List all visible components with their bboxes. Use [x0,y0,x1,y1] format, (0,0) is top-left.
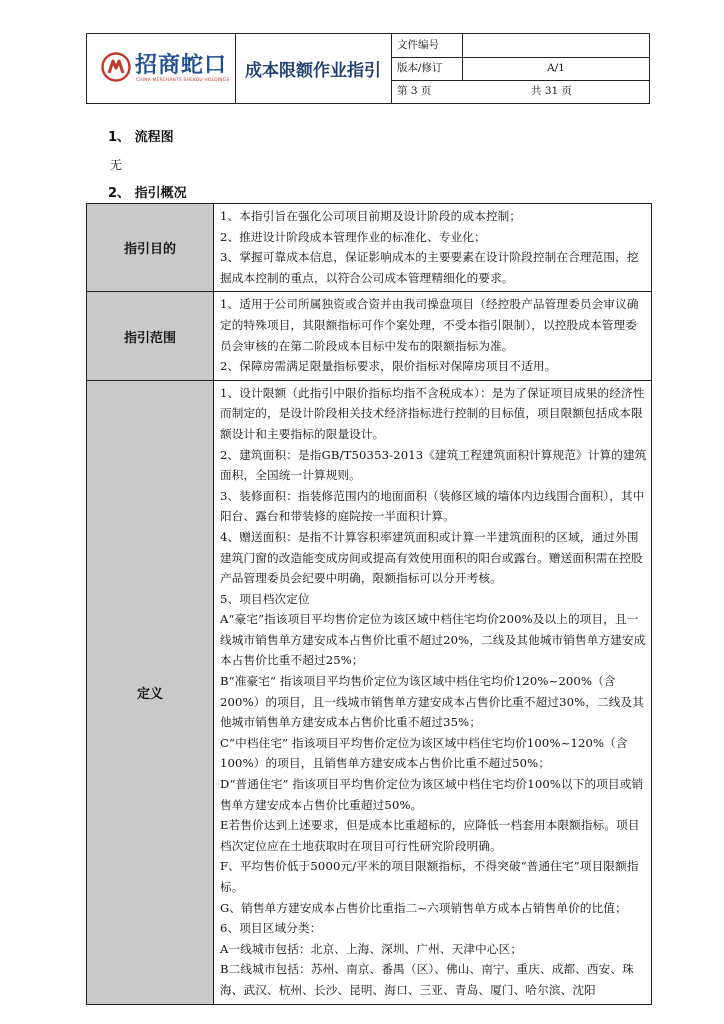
scope-line: 1、适用于公司所属独资或合资并由我司操盘项目（经控股产品管理委员会审议确定的特殊项目，其限额指标可作个案处理，不受本指引限制），以控股成本管理委员会审核的在第二阶段成本目标中发布的限额指标为准。 [220,297,639,353]
definition-line: 6、项目区域分类： [220,921,322,936]
section-1-title: 1、 流程图 [108,130,174,145]
guideline-table [86,203,652,1005]
definition-line: A一线城市包括：北京、上海、深圳、广州、天津中心区； [220,941,523,956]
purpose-line: 3、掌握可靠成本信息，保证影响成本的主要要素在设计阶段控制在合理范围，挖掘成本控制的重点，以符合公司成本管理精细化的要求。 [220,250,639,285]
definition-line: 2、建筑面积：是指GB/T50353-2013《建筑工程建筑面积计算规范》计算的建筑面积，全国统一计算规则。 [220,447,647,483]
scope-label: 指引范围 [87,292,214,379]
document-header [86,33,650,104]
logo-text: 招商蛇口 [135,53,228,78]
definition-line: C“中档住宅” 指该项目平均售价定位为该区域中档住宅均价100%~120%（含100%）的项目，且销售单方建安成本占售价比重不超过50%； [220,735,628,771]
definition-line: E若售价达到上述要求，但是成本比重超标的，应降低一档套用本限额指标。项目档次定位应在土地获取时在项目可行性研究阶段明确。 [220,818,640,853]
company-logo-icon [101,52,131,82]
table-row-purpose [87,204,651,292]
definition-line: B“准豪宅” 指该项目平均售价定位为该区域中档住宅均价120%~200%（含200%）的项目，且一线城市销售单方建安成本占售价比重不超过30%，二线及其他城市销售单方建安成本占售价比重不超过35%； [220,674,645,730]
version-row [391,57,649,81]
definition-line: G、销售单方建安成本占售价比重指二~六项销售单方成本占销售单价的比值； [220,900,627,915]
document-meta [391,34,649,103]
logo-english-text: CHINA MERCHANTS SHEKOU HOLDINGS [136,78,230,83]
company-logo [87,34,236,103]
purpose-line: 2、推进设计阶段成本管理作业的标准化、专业化； [220,229,486,244]
file-number-label: 文件编号 [391,34,463,57]
purpose-content [214,204,651,291]
document-title: 成本限额作业指引 [235,34,392,103]
total-pages: 共 31 页 [531,85,573,97]
file-number-row [391,34,649,58]
section-1-body: 无 [110,158,123,172]
table-row-definitions [87,381,651,1004]
file-number-value [463,34,649,57]
definition-line: D“普通住宅” 指该项目平均售价定位为该区域中档住宅均价100%以下的项目或销售单方建安成本占售价比重超过50%。 [220,777,644,812]
version-value: A/1 [547,62,565,74]
page-number: 第 3 页 [397,85,432,97]
definition-line: F、平均售价低于5000元/平米的项目限额指标，不得突破“普通住宅”项目限额指标。 [220,859,639,894]
scope-content [214,292,651,379]
definition-line: 3、装修面积：指装修范围内的地面面积（装修区域的墙体内边线围合面积），其中阳台、露台和带装修的庭院按一半面积计算。 [220,488,645,524]
purpose-line: 1、本指引旨在强化公司项目前期及设计阶段的成本控制； [220,209,522,223]
definition-line: 1、设计限额（此指引中限价指标均指不含税成本）：是为了保证项目成果的经济性而制定的，是设计阶段相关技术经济指标进行控制的目标值，项目限额包括成本限额设计和主要指标的限量设计。 [220,385,645,441]
table-row-scope [87,292,651,380]
definition-line: B二线城市包括：苏州、南京、番禺（区）、佛山、南宁、重庆、成都、西安、珠海、武汉、杭州、长沙、昆明、海口、三亚、青岛、厦门、哈尔滨、沈阳 [220,962,634,997]
definitions-label: 定义 [87,381,214,1004]
page-row [391,80,649,103]
definitions-content [214,381,651,1004]
scope-line: 2、保障房需满足限量指标要求，限价指标对保障房项目不适用。 [220,359,557,374]
purpose-label: 指引目的 [87,204,214,291]
version-label: 版本/修订 [391,57,463,80]
definition-line: 4、赠送面积：是指不计算容积率建筑面积或计算一半建筑面积的区域，通过外围建筑门窗的改造能变成房间或提高有效使用面积的阳台或露台。赠送面积需在控股产品管理委员会纪要中明确，限额指标可以分开考核。 [220,529,643,586]
definition-line: 5、项目档次定位 [220,591,310,606]
section-2-title: 2、 指引概况 [108,186,187,201]
definition-line: A“豪宅”指该项目平均售价定位为该区域中档住宅均价200%及以上的项目，且一线城市销售单方建安成本占售价比重不超过20%，二线及其他城市销售单方建安成本占售价比重不超过25%； [220,612,646,668]
